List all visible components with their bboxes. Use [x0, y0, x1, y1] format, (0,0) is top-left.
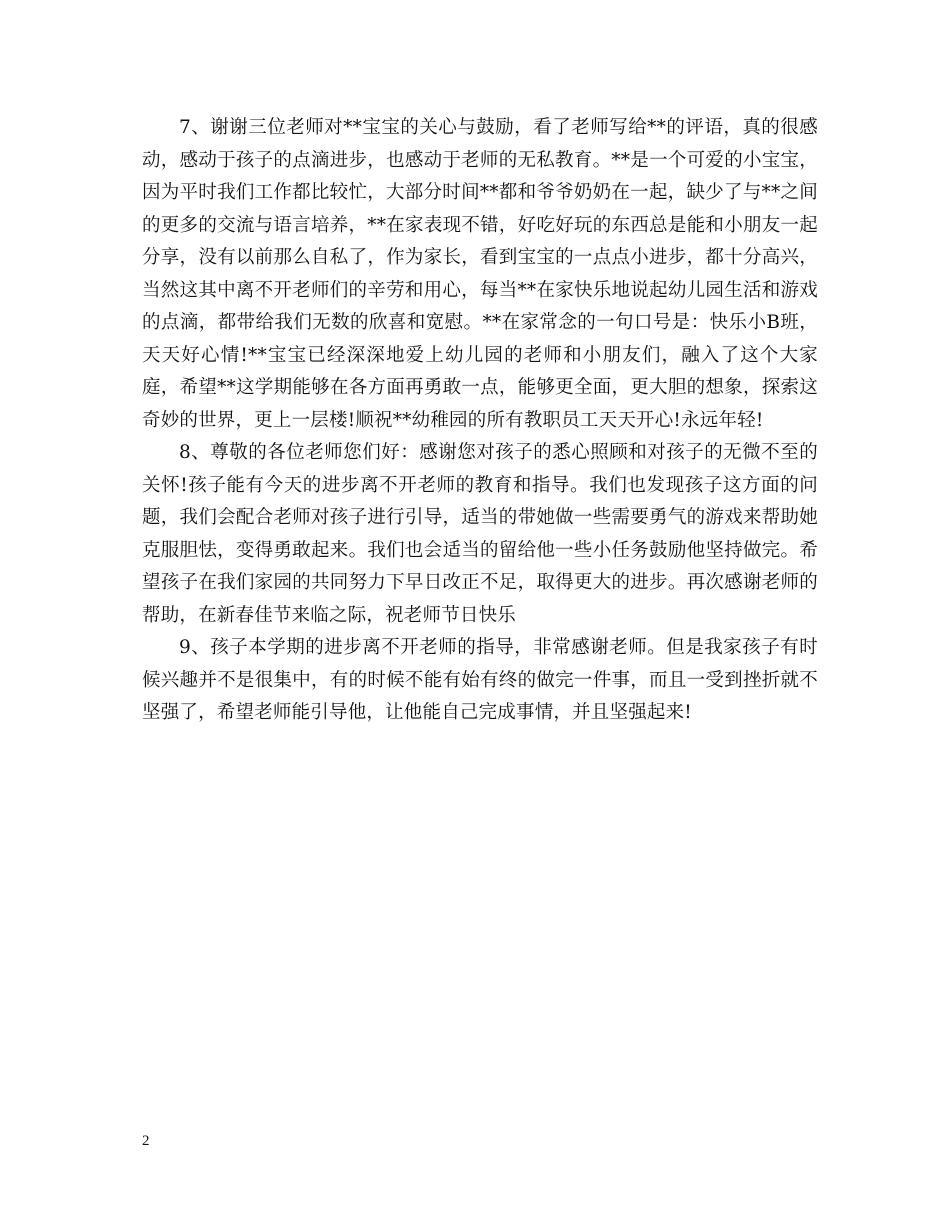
paragraph-8: 8、尊敬的各位老师您们好：感谢您对孩子的悉心照顾和对孩子的无微不至的关怀!孩子能有今天的进步离不开老师的教育和指导。我们也发现孩子这方面的问题，我们会配合老师对孩子进行引导，适当的带她做一些需要勇气的游戏来帮助她克服胆怯，变得勇敢起来。我们也会适当的留给他一些小任务鼓励他坚持做完。希望孩子在我们家园的共同努力下早日改正不足，取得更大的进步。再次感谢老师的帮助，在新春佳节来临之际，祝老师节日快乐	[142, 442, 818, 626]
paragraph-9: 9、孩子本学期的进步离不开老师的指导，非常感谢老师。但是我家孩子有时候兴趣并不是很集中，有的时候不能有始有终的做完一件事，而且一受到挫折就不坚强了，希望老师能引导他，让他能自己完成事情，并且坚强起来!	[142, 637, 818, 723]
document-body	[142, 112, 818, 730]
paragraph-7: 7、谢谢三位老师对**宝宝的关心与鼓励，看了老师写给**的评语，真的很感动，感动于孩子的点滴进步，也感动于老师的无私教育。**是一个可爱的小宝宝，因为平时我们工作都比较忙，大部分时间**都和爷爷奶奶在一起，缺少了与**之间的更多的交流与语言培养，**在家表现不错，好吃好玩的东西总是能和小朋友一起分享，没有以前那么自私了，作为家长，看到宝宝的一点点小进步，都十分高兴，当然这其中离不开老师们的辛劳和用心，每当**在家快乐地说起幼儿园生活和游戏的点滴，都带给我们无数的欣喜和宽慰。**在家常念的一句口号是：快乐小B班，天天好心情!**宝宝已经深深地爱上幼儿园的老师和小朋友们，融入了这个大家庭，希望**这学期能够在各方面再勇敢一点，能够更全面，更大胆的想象，探索这奇妙的世界，更上一层楼!顺祝**幼稚园的所有教职员工天天开心!永远年轻!	[142, 117, 818, 431]
page-number: 2	[142, 1133, 150, 1149]
